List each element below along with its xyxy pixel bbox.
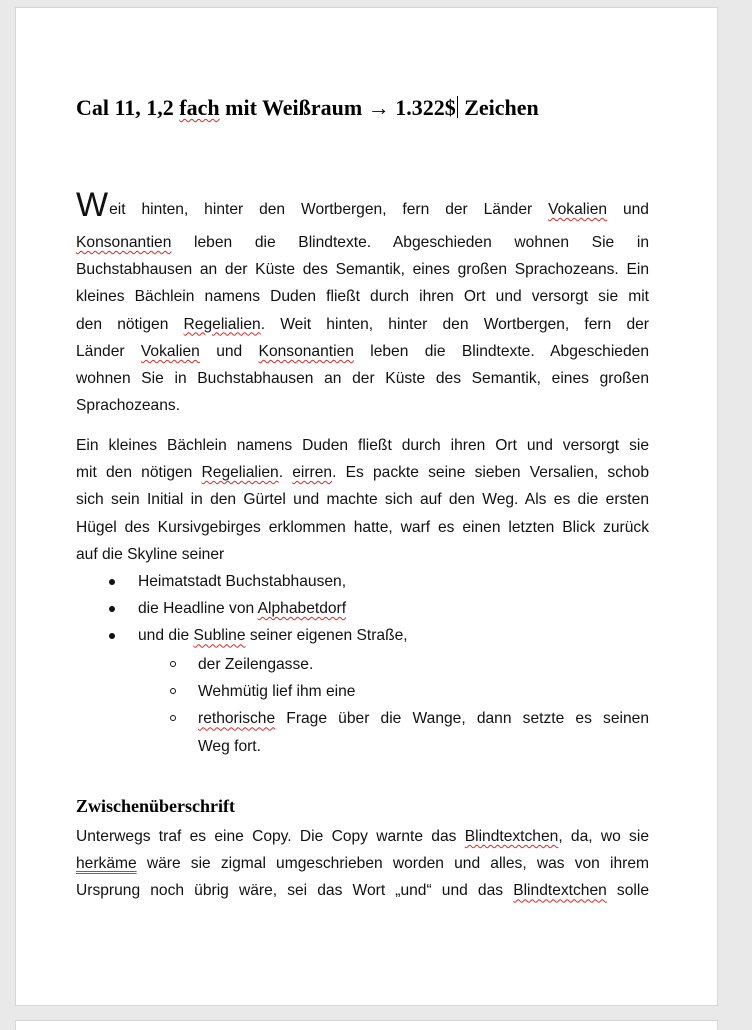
text-run: Heimatstadt Buchstabhausen,: [138, 573, 347, 590]
sub-list-item[interactable]: [76, 651, 649, 678]
list-item[interactable]: [76, 622, 649, 649]
title-text: 1.322$: [389, 95, 456, 120]
text-cursor: [457, 96, 458, 118]
text-line: Buchstabhausen an der Küste des Semantik, eines großen Sprachozeans. Ein: [76, 261, 649, 279]
text-line: Weg fort.: [198, 737, 261, 755]
title-text: mit Weißraum: [219, 95, 368, 120]
bullet-list: [76, 568, 649, 650]
text-line: auf die Skyline seiner: [76, 545, 225, 563]
bullet-icon: [109, 579, 115, 585]
text-line: kleines Bächlein namens Duden fließt durch ihren Ort und versorgt sie mit: [76, 288, 649, 306]
text-run: und: [607, 201, 649, 218]
spelling-error-word[interactable]: Alphabetdorf: [257, 600, 347, 618]
spelling-error-word[interactable]: Konsonantien: [76, 234, 172, 251]
text-line: Hügel des Kursivgebirges erklommen hatte, warf es einen letzten Blick zurück: [76, 518, 649, 536]
list-item[interactable]: [76, 595, 649, 622]
bullet-icon: [109, 633, 115, 639]
text-run: seiner eigenen Straße,: [245, 627, 408, 645]
text-run: mit den nötigen: [76, 464, 202, 482]
grammar-error-word[interactable]: herkäme: [76, 855, 137, 873]
spelling-error-word[interactable]: Regelialien: [183, 315, 261, 333]
list-item[interactable]: [76, 568, 649, 595]
spelling-error-word[interactable]: Vokalien: [548, 201, 608, 218]
text-run: Unterwegs traf es eine Copy. Die Copy warnte das: [76, 828, 465, 845]
circle-bullet-icon: [170, 661, 176, 667]
sub-list-item[interactable]: [76, 705, 649, 759]
text-run: Frage über die Wange, dann setzte es seinen: [275, 710, 649, 728]
spelling-error-word[interactable]: Regelialien: [201, 464, 279, 482]
spelling-error-word[interactable]: Vokalien: [140, 342, 200, 360]
text-line: [76, 229, 649, 256]
drop-cap: W: [76, 186, 109, 224]
text-run: solle: [606, 882, 649, 900]
text-run: Länder: [76, 342, 141, 360]
text-run: Ursprung noch übrig wäre, sei das Wort „und“ und das: [76, 882, 514, 900]
spelling-error-word[interactable]: Blindtextchen: [513, 882, 607, 900]
text-line: [76, 823, 649, 850]
spelling-error-word[interactable]: fach: [179, 95, 220, 120]
paragraph[interactable]: [76, 188, 649, 419]
text-line: [76, 338, 649, 365]
text-run: . Weit hinten, hinter den Wortbergen, fern der: [260, 315, 649, 333]
text-run: die Headline von: [138, 600, 258, 618]
text-line: Sprachozeans.: [76, 397, 181, 415]
text-run: wäre sie zigmal umgeschrieben worden und alles, was von ihrem: [136, 855, 649, 873]
text-run: Wehmütig lief ihm eine: [198, 683, 356, 701]
text-run: den nötigen: [76, 315, 184, 333]
text-run: .: [278, 464, 293, 482]
paragraph[interactable]: [76, 432, 649, 568]
text-line: [198, 705, 649, 732]
title-text: Zeichen: [458, 95, 539, 120]
sub-list-item[interactable]: [76, 678, 649, 705]
text-line: [76, 188, 649, 229]
text-line: Ein kleines Bächlein namens Duden fließt durch ihren Ort und versorgt sie: [76, 437, 649, 454]
bullet-icon: [109, 606, 115, 612]
circle-bullet-icon: [170, 688, 176, 694]
subheading[interactable]: Zwischenüberschrift: [76, 796, 235, 816]
sub-bullet-list: [76, 651, 649, 760]
text-line: wohnen Sie in Buchstabhausen an der Küste des Semantik, eines großen: [76, 370, 649, 388]
next-document-page[interactable]: [15, 1020, 718, 1030]
text-run: , da, wo sie: [558, 828, 649, 845]
spelling-error-word[interactable]: Konsonantien: [258, 342, 354, 360]
spelling-error-word[interactable]: Subline: [193, 627, 246, 645]
text-line: [76, 459, 649, 486]
title-text: Cal 11, 1,2: [76, 95, 180, 120]
text-line: [76, 850, 649, 877]
paragraph[interactable]: [76, 823, 649, 905]
text-run: eit hinten, hinter den Wortbergen, fern der Länder: [109, 201, 549, 218]
document-title[interactable]: [76, 93, 656, 123]
text-line: [76, 311, 649, 338]
text-run: leben die Blindtexte. Abgeschieden wohnen Sie in: [171, 234, 649, 251]
text-line: [76, 877, 649, 904]
text-run: und: [199, 342, 259, 360]
text-run: und die: [138, 627, 194, 645]
text-run: der Zeilengasse.: [198, 656, 314, 673]
arrow-right-icon: →: [367, 95, 390, 120]
spelling-error-word[interactable]: Blindtextchen: [464, 828, 559, 845]
text-run: . Es packte seine sieben Versalien, schob: [332, 464, 650, 482]
text-line: sich sein Initial in den Gürtel und machte sich auf den Weg. Als es die ersten: [76, 491, 649, 509]
spelling-error-word[interactable]: rethorische: [198, 710, 276, 728]
document-page[interactable]: [15, 7, 718, 1006]
spelling-error-word[interactable]: eirren: [292, 464, 333, 482]
text-run: leben die Blindtexte. Abgeschieden: [353, 342, 649, 360]
circle-bullet-icon: [170, 715, 176, 721]
